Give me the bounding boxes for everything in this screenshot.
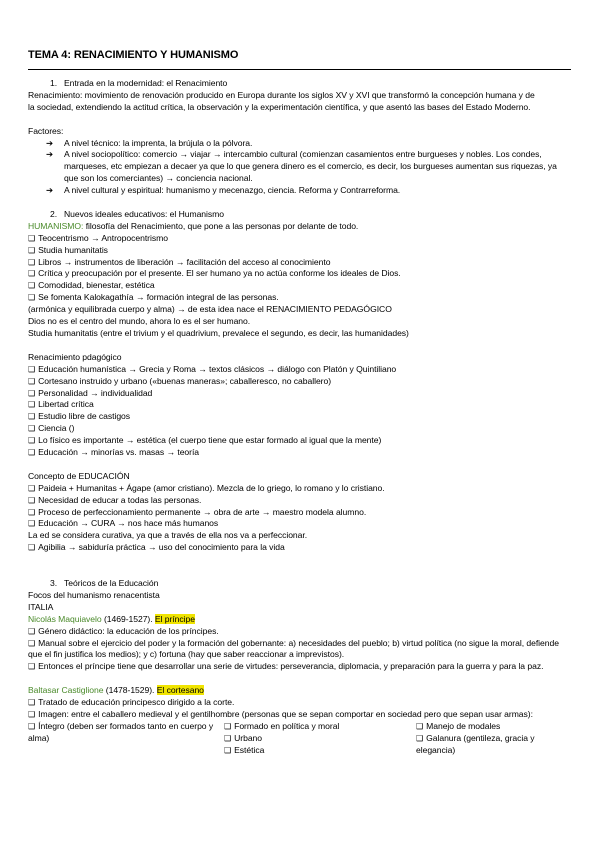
checkbox-bullet-icon: ❑ bbox=[28, 483, 36, 493]
checkbox-bullet-icon: ❑ bbox=[28, 638, 36, 648]
factor-cultural: ➔ A nivel cultural y espiritual: humanismo y mecenazgo, ciencia. Reforma y Contrarreforma. bbox=[46, 185, 401, 196]
list-item: ❑ Teocentrismo → Antropocentrismo bbox=[28, 232, 168, 243]
checkbox-bullet-icon: ❑ bbox=[28, 245, 36, 255]
arrow-bullet-icon: ➔ bbox=[46, 137, 54, 148]
maquiavelo-name: Nicolás Maquiavelo bbox=[28, 613, 102, 624]
checkbox-bullet-icon: ❑ bbox=[224, 721, 232, 731]
humanismo-definition: HUMANISMO: filosofía del Renacimiento, que pone a las personas por delante de todo. bbox=[28, 220, 359, 231]
list-item: ❑ Necesidad de educar a todas las personas. bbox=[28, 494, 202, 505]
list-item: ❑ Proceso de perfeccionamiento permanente → obra de arte → maestro modela alumno. bbox=[28, 506, 367, 517]
list-item: ❑ Lo físico es importante → estética (el cuerpo tiene que estar formado al igual que la mente) bbox=[28, 435, 382, 446]
renacimiento-pedagogico-list bbox=[28, 364, 573, 459]
checkbox-bullet-icon: ❑ bbox=[28, 269, 36, 279]
castiglione-list bbox=[28, 697, 573, 721]
kalokagathia-note: (armónica y equilibrada cuerpo y alma) → de esta idea nace el RENACIMIENTO PEDAGÓGICO bbox=[28, 304, 392, 315]
checkbox-bullet-icon: ❑ bbox=[28, 436, 36, 446]
checkbox-bullet-icon: ❑ bbox=[28, 376, 36, 386]
castiglione-name: Baltasar Castiglione bbox=[28, 685, 104, 696]
checkbox-bullet-icon: ❑ bbox=[224, 733, 232, 743]
checkbox-bullet-icon: ❑ bbox=[28, 709, 36, 719]
qualities-column-3 bbox=[416, 721, 566, 757]
list-item: ❑ Studia humanitatis bbox=[28, 244, 108, 255]
checkbox-bullet-icon: ❑ bbox=[28, 364, 36, 374]
curativa-note: La ed se considera curativa, ya que a través de ella nos va a perfeccionar. bbox=[28, 530, 308, 541]
list-item: ❑ Imagen: entre el caballero medieval y el gentilhombre (personas que se sepan comportar en sociedad pero que sepan usar armas): bbox=[28, 708, 533, 719]
checkbox-bullet-icon: ❑ bbox=[28, 519, 36, 529]
concepto-educacion-list bbox=[28, 483, 573, 554]
factor-sociopolitico: ➔ A nivel sociopolítico: comercio → viajar → intercambio cultural (comienzan casamientos entre burgueses y nobles. Los condes, marqueses, etc empiezan a decaer ya que lo que genera dinero es el comercio, es decir, los burgueses aumentan sus riquezas, ya que son los comerciantes) → conciencia nacional. bbox=[46, 149, 557, 184]
list-item: ❑ Manual sobre el ejercicio del poder y la formación del gobernante: a) necesidades del pueblo; b) virtud política (no sigue la moral, defiende que el fin justifica los medios); y c) fortuna (hay que saber reaccionar a imprevistos). bbox=[28, 637, 559, 660]
renacimiento-definition-line-2: la sociedad, extendiendo la actitud crítica, la observación y la experimentación científica, y que asentó las bases del Estado Moderno. bbox=[28, 101, 531, 112]
castiglione-heading: Baltasar Castiglione (1478-1529). El cortesano bbox=[28, 685, 204, 696]
cortesano-qualities-columns bbox=[28, 721, 573, 757]
list-item: ❑ Ciencia () bbox=[28, 423, 75, 434]
list-item: ❑ Libros → instrumentos de liberación → facilitación del acceso al conocimiento bbox=[28, 256, 331, 267]
checkbox-bullet-icon: ❑ bbox=[28, 293, 36, 303]
list-item: ❑ Educación → CURA → nos hace más humanos bbox=[28, 518, 219, 529]
list-item: ❑ Galanura (gentileza, gracia y elegancia) bbox=[416, 732, 535, 755]
checkbox-bullet-icon: ❑ bbox=[224, 745, 232, 755]
qualities-column-1 bbox=[28, 721, 224, 757]
document-body bbox=[28, 78, 573, 757]
factores-label: Factores: bbox=[28, 125, 64, 136]
checkbox-bullet-icon: ❑ bbox=[28, 662, 36, 672]
list-item: ❑ Entonces el príncipe tiene que desarrollar una serie de virtudes: perseverancia, diplomacia, y preparación para la guerra y para la paz. bbox=[28, 661, 544, 672]
list-item: ❑ Educación → minorías vs. masas → teoría bbox=[28, 447, 200, 458]
dios-note: Dios no es el centro del mundo, ahora lo es el ser humano. bbox=[28, 316, 251, 327]
list-item: ❑ Estudio libre de castigos bbox=[28, 411, 131, 422]
list-item: ❑ Crítica y preocupación por el presente. El ser humano ya no actúa conforme los ideales de Dios. bbox=[28, 268, 401, 279]
qualities-column-2 bbox=[224, 721, 416, 757]
list-item: ❑ Manejo de modales bbox=[416, 720, 501, 731]
arrow-bullet-icon: ➔ bbox=[46, 149, 54, 160]
list-item: ❑ Tratado de educación principesco dirigido a la corte. bbox=[28, 697, 235, 708]
document-title: TEMA 4: RENACIMIENTO Y HUMANISMO bbox=[28, 49, 239, 61]
list-item: ❑ Educación humanística → Grecia y Roma → textos clásicos → diálogo con Platón y Quintiliano bbox=[28, 363, 397, 374]
list-item: ❑ Agibilia → sabiduría práctica → uso del conocimiento para la vida bbox=[28, 542, 285, 553]
checkbox-bullet-icon: ❑ bbox=[28, 400, 36, 410]
list-item: ❑ Libertad crítica bbox=[28, 399, 94, 410]
renacimiento-definition-line-1: Renacimiento: movimiento de renovación producido en Europa durante los siglos XV y XVI que transformó la concepción humana y de bbox=[28, 89, 535, 100]
checkbox-bullet-icon: ❑ bbox=[28, 257, 36, 267]
list-item: ❑ Personalidad → individualidad bbox=[28, 387, 153, 398]
section-1-heading: 1. Entrada en la modernidad: el Renacimiento bbox=[50, 78, 228, 88]
italia-label: ITALIA bbox=[28, 601, 54, 612]
list-item: ❑ Urbano bbox=[224, 732, 263, 743]
el-principe-highlight: El príncipe bbox=[154, 613, 195, 624]
humanismo-list bbox=[28, 233, 573, 304]
humanismo-term: HUMANISMO: bbox=[28, 220, 84, 231]
checkbox-bullet-icon: ❑ bbox=[28, 412, 36, 422]
renacimiento-pedagogico-title: Renacimiento pdagógico bbox=[28, 351, 122, 362]
checkbox-bullet-icon: ❑ bbox=[28, 448, 36, 458]
checkbox-bullet-icon: ❑ bbox=[28, 424, 36, 434]
focos-label: Focos del humanismo renacentista bbox=[28, 589, 160, 600]
arrow-bullet-icon: ➔ bbox=[46, 185, 54, 196]
factor-tecnico: ➔ A nivel técnico: la imprenta, la brújula o la pólvora. bbox=[46, 137, 253, 148]
list-item: ❑ Paideia + Humanitas + Ágape (amor cristiano). Mezcla de lo griego, lo romano y lo cristiano. bbox=[28, 482, 385, 493]
checkbox-bullet-icon: ❑ bbox=[28, 233, 36, 243]
checkbox-bullet-icon: ❑ bbox=[28, 507, 36, 517]
checkbox-bullet-icon: ❑ bbox=[28, 388, 36, 398]
maquiavelo-list bbox=[28, 626, 573, 674]
checkbox-bullet-icon: ❑ bbox=[28, 721, 36, 731]
list-item: ❑ Cortesano instruido y urbano («buenas maneras»; caballeresco, no caballero) bbox=[28, 375, 332, 386]
checkbox-bullet-icon: ❑ bbox=[28, 281, 36, 291]
checkbox-bullet-icon: ❑ bbox=[28, 698, 36, 708]
list-item: ❑ Género didáctico: la educación de los príncipes. bbox=[28, 625, 219, 636]
el-cortesano-highlight: El cortesano bbox=[156, 685, 204, 696]
checkbox-bullet-icon: ❑ bbox=[28, 495, 36, 505]
maquiavelo-heading: Nicolás Maquiavelo (1469-1527). El príncipe bbox=[28, 613, 195, 624]
checkbox-bullet-icon: ❑ bbox=[28, 626, 36, 636]
concepto-educacion-title: Concepto de EDUCACIÓN bbox=[28, 470, 130, 481]
section-2-heading: 2. Nuevos ideales educativos: el Humanismo bbox=[50, 208, 224, 219]
title-divider bbox=[28, 69, 571, 70]
checkbox-bullet-icon: ❑ bbox=[28, 543, 36, 553]
checkbox-bullet-icon: ❑ bbox=[416, 721, 424, 731]
list-item: ❑ Comodidad, bienestar, estética bbox=[28, 280, 155, 291]
studia-note: Studia humanitatis (entre el trivium y el quadrivium, prevalece el segundo, es decir, las humanidades) bbox=[28, 328, 409, 338]
list-item: ❑ Se fomenta Kalokagathía → formación integral de las personas. bbox=[28, 292, 279, 303]
list-item: ❑ Formado en política y moral bbox=[224, 720, 340, 731]
section-3-heading: 3. Teóricos de la Educación bbox=[50, 577, 159, 588]
list-item: ❑ Estética bbox=[224, 744, 265, 755]
list-item: ❑ Íntegro (deben ser formados tanto en cuerpo y alma) bbox=[28, 720, 214, 743]
checkbox-bullet-icon: ❑ bbox=[416, 733, 424, 743]
